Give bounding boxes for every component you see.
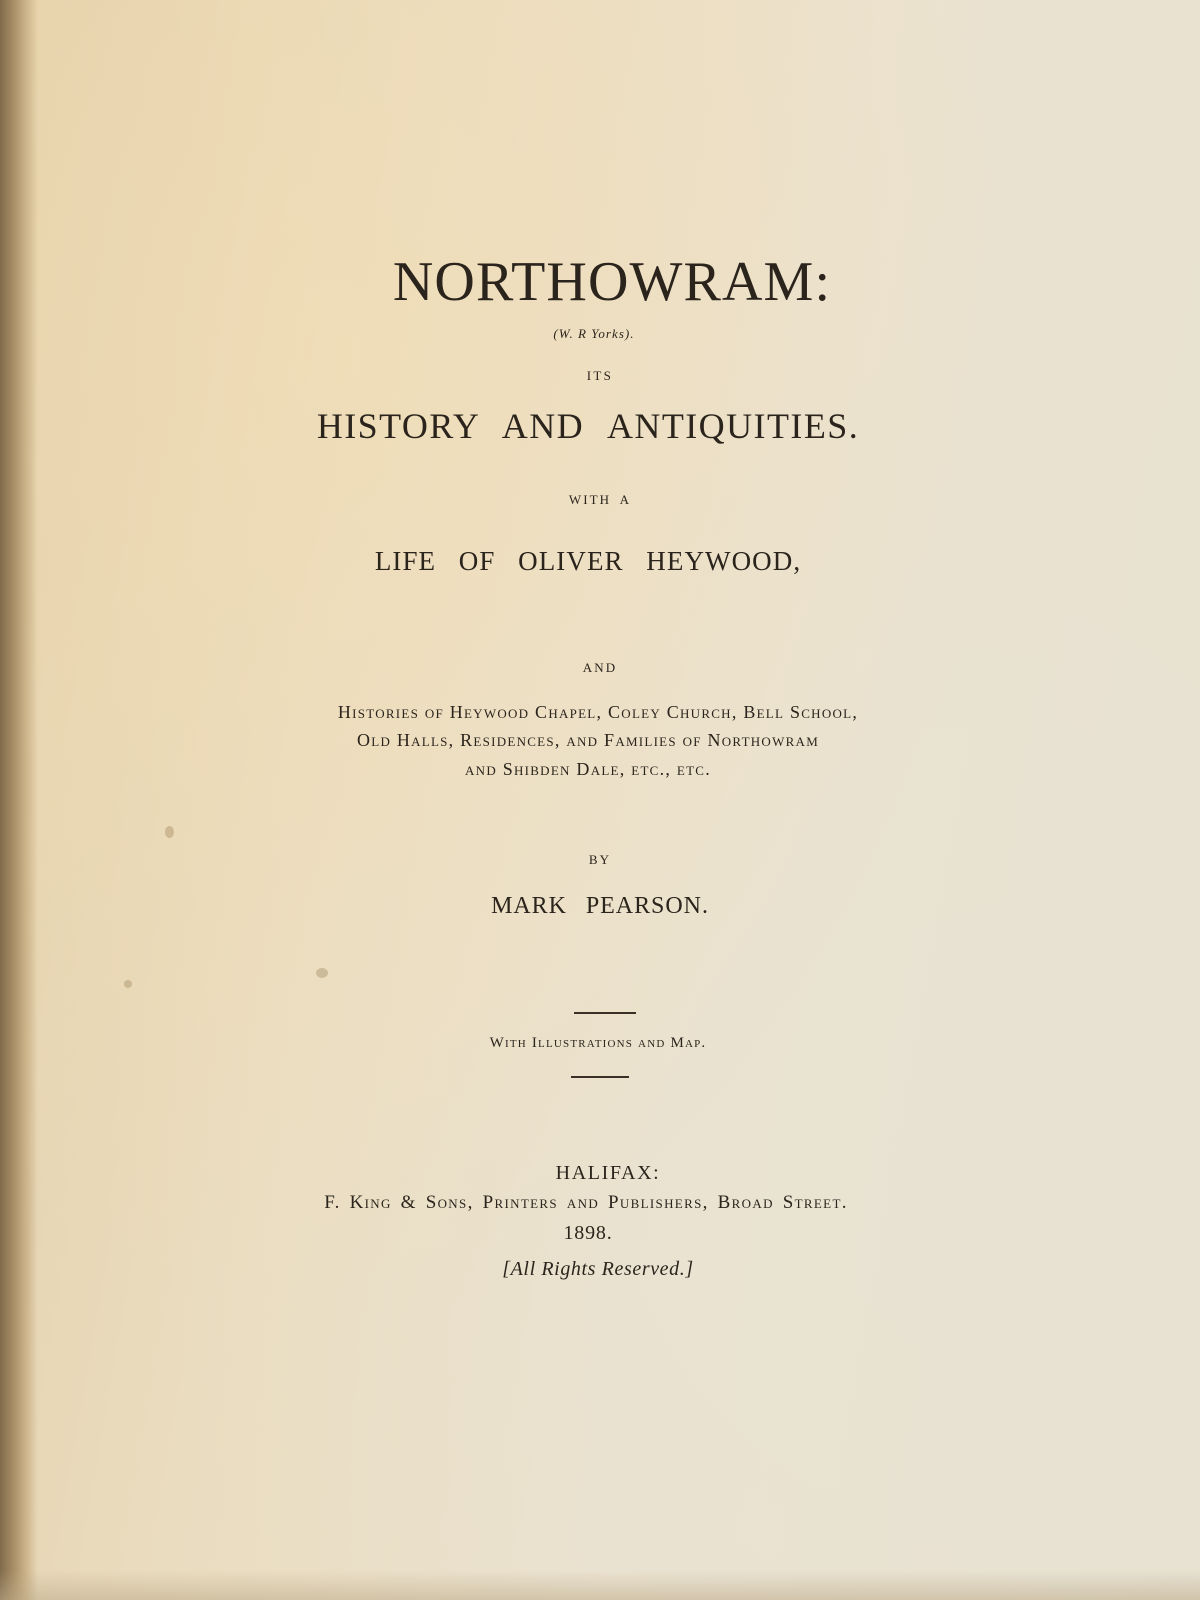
imprint-printer: F. King & Sons, Printers and Publishers, Broad Street.	[324, 1192, 848, 1213]
subregion-note: (W. R Yorks).	[553, 326, 635, 341]
paper-stain	[124, 980, 132, 988]
imprint-place: HALIFAX:	[555, 1162, 661, 1184]
description-line: Old Halls, Residences, and Families of Northowram	[356, 730, 820, 750]
paper-stain	[165, 826, 174, 838]
book-subtitle: HISTORY AND ANTIQUITIES.	[316, 406, 860, 446]
book-title: NORTHOWRAM:	[392, 251, 832, 313]
book-gutter	[0, 0, 38, 1600]
divider-rule	[571, 1076, 629, 1078]
divider-rule	[574, 1012, 636, 1014]
imprint-year: 1898.	[563, 1222, 613, 1244]
description-line: Histories of Heywood Chapel, Coley Church, Bell School,	[337, 702, 859, 722]
with-a-label: WITH A	[568, 492, 632, 507]
author-name: MARK PEARSON.	[491, 893, 709, 919]
rights-notice: [All Rights Reserved.]	[502, 1258, 694, 1280]
paper-stain	[316, 968, 328, 978]
and-label: AND	[582, 660, 618, 675]
its-label: ITS	[586, 368, 614, 383]
illustrations-note: With Illustrations and Map.	[489, 1035, 707, 1051]
description-line: and Shibden Dale, etc., etc.	[465, 759, 711, 779]
by-label: BY	[588, 852, 612, 867]
page-bottom-edge	[0, 1570, 1200, 1600]
life-heading: LIFE OF OLIVER HEYWOOD,	[374, 546, 802, 576]
